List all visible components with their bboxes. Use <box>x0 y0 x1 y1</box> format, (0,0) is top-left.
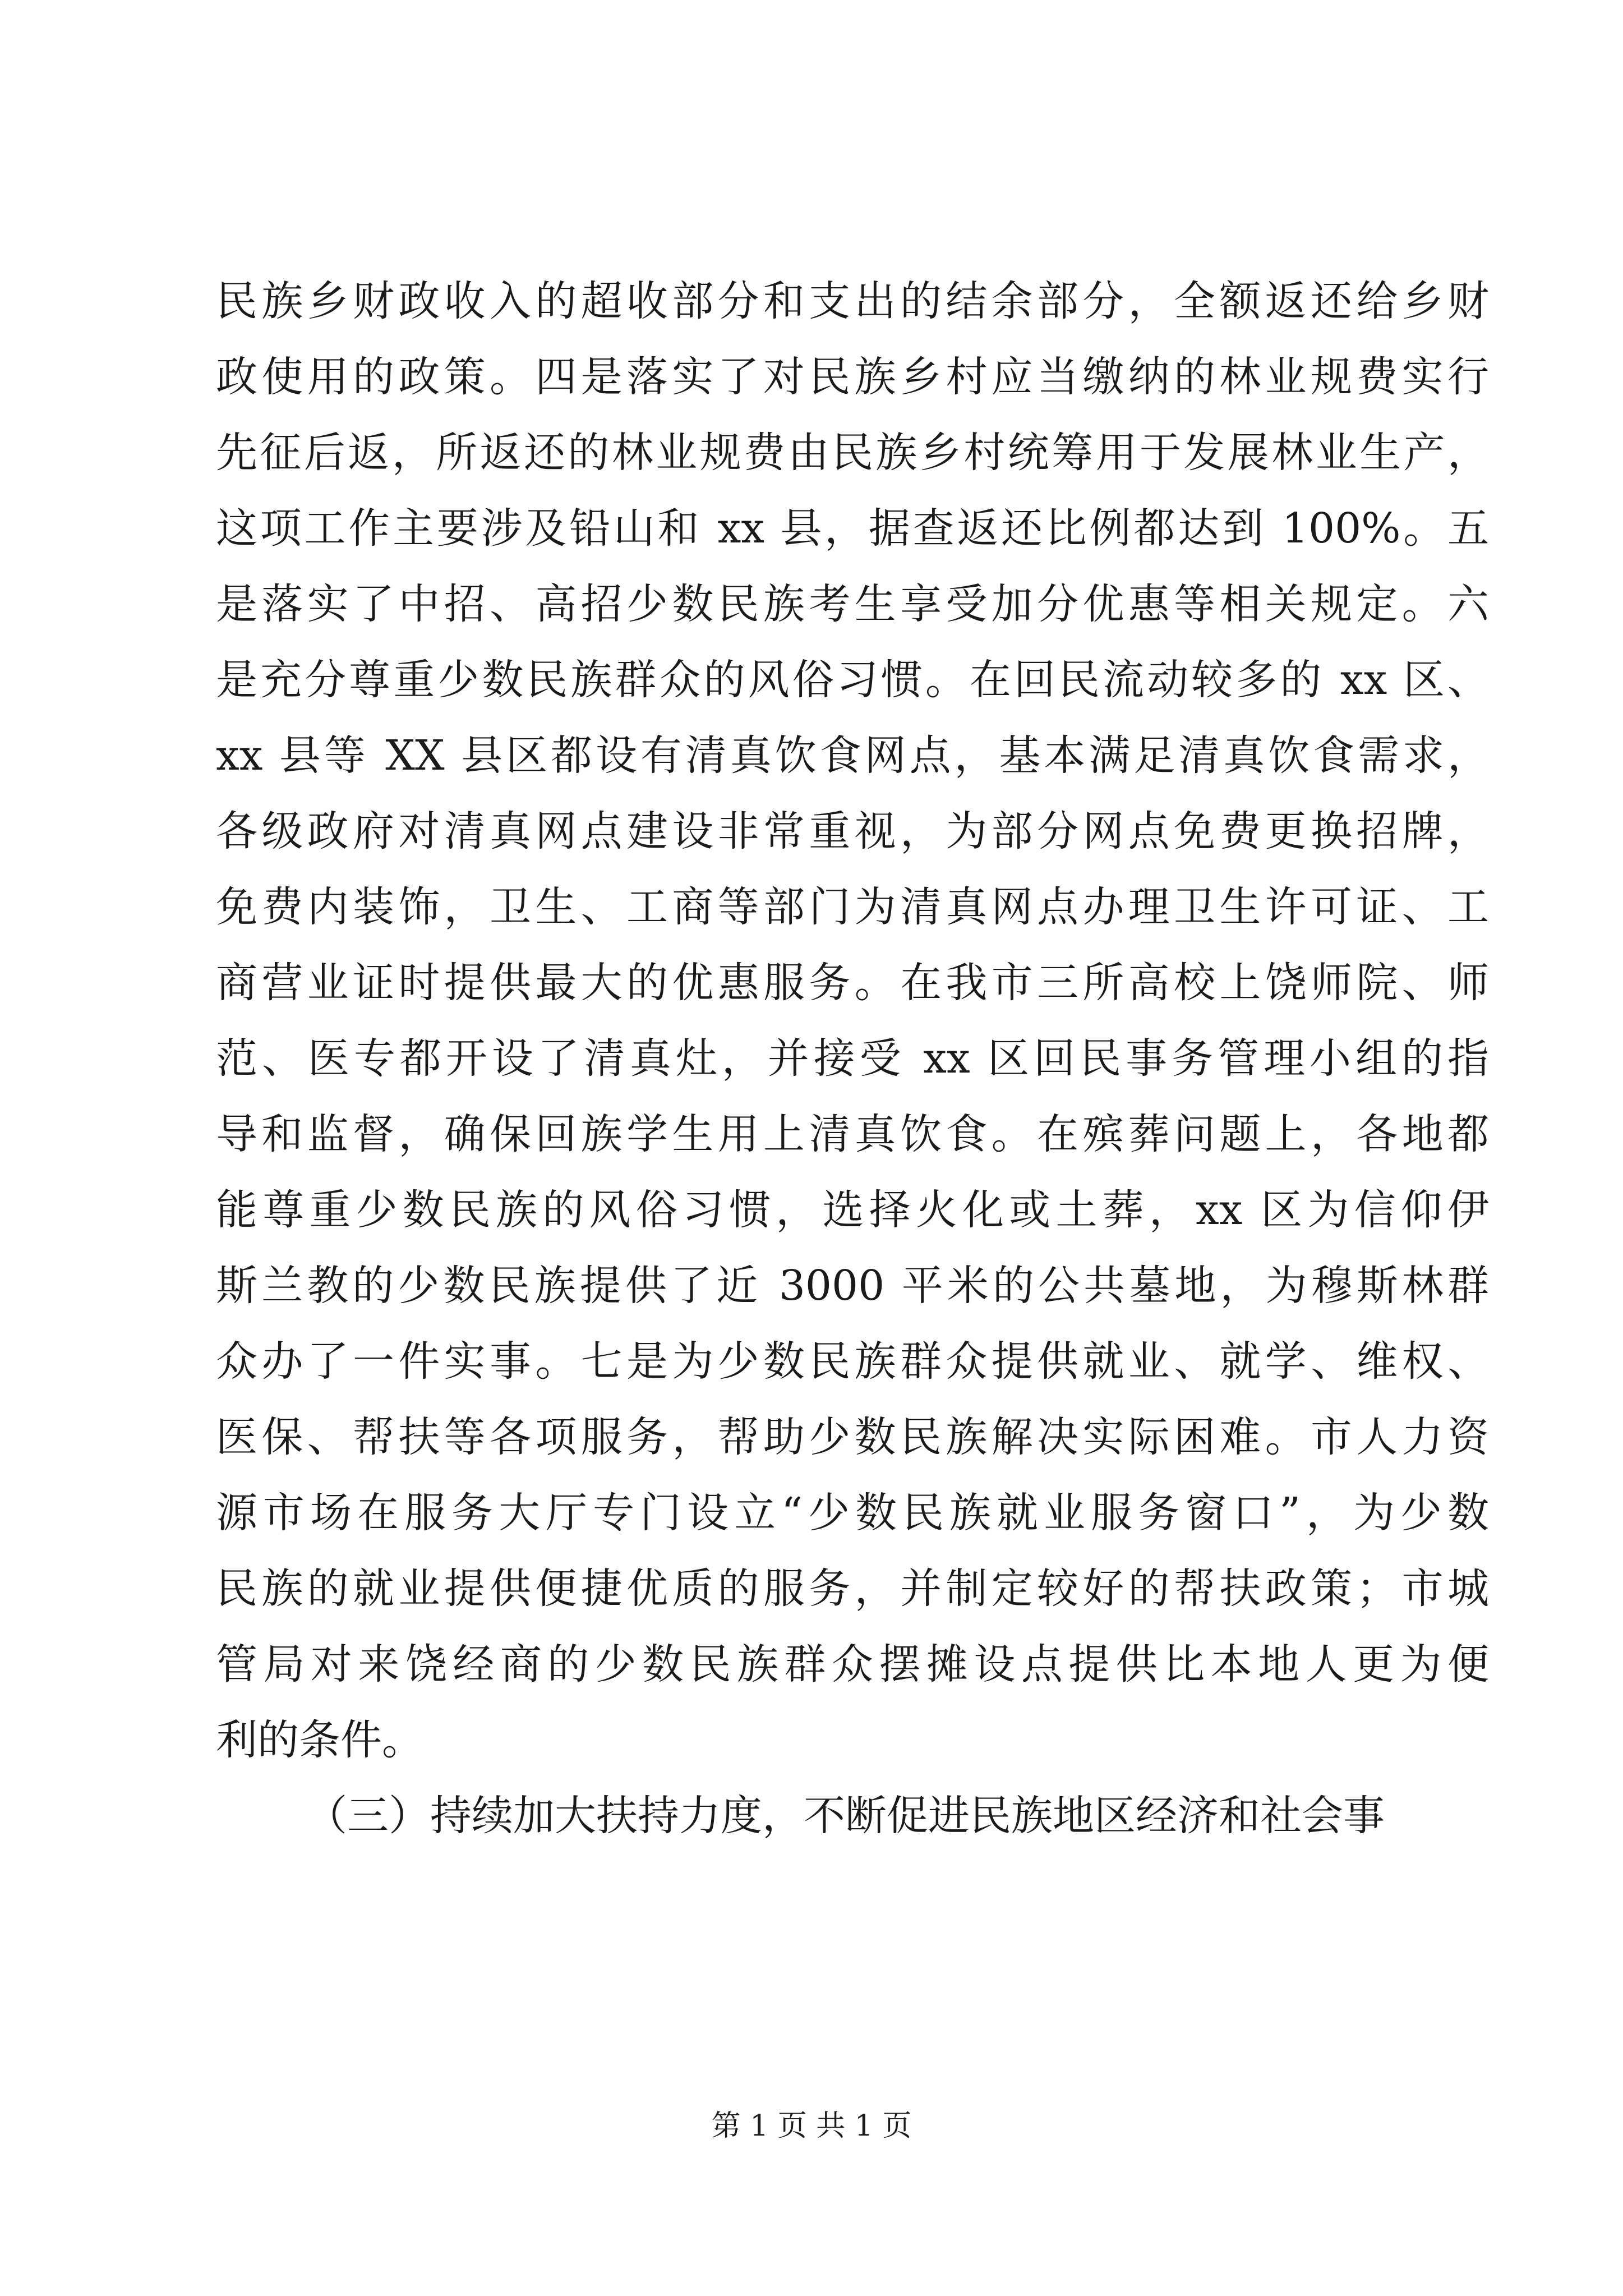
text-line: 能尊重少数民族的风俗习惯，选择火化或土葬，xx 区为信仰伊 <box>216 1186 1489 1234</box>
text-line: 利的条件。 <box>216 1716 423 1764</box>
text-line: 导和监督，确保回族学生用上清真饮食。在殡葬问题上，各地都 <box>216 1110 1489 1158</box>
text-line: 各级政府对清真网点建设非常重视，为部分网点免费更换招牌， <box>216 807 1489 855</box>
text-line: 免费内装饰，卫生、工商等部门为清真网点办理卫生许可证、工 <box>216 883 1489 931</box>
body-text <box>216 264 1489 1854</box>
text-line: 这项工作主要涉及铅山和 xx 县，据查返还比例都达到 100%。五 <box>216 504 1489 553</box>
page-footer: 第 1 页 共 1 页 <box>711 2109 912 2143</box>
text-line: 先征后返，所返还的林业规费由民族乡村统筹用于发展林业生产， <box>216 429 1489 477</box>
text-line: xx 县等 XX 县区都设有清真饮食网点，基本满足清真饮食需求， <box>216 731 1489 780</box>
text-line: 民族乡财政收入的超收部分和支出的结余部分，全额返还给乡财 <box>216 277 1489 325</box>
text-line: 是落实了中招、高招少数民族考生享受加分优惠等相关规定。六 <box>216 580 1489 628</box>
text-line: 是充分尊重少数民族群众的风俗习惯。在回民流动较多的 xx 区、 <box>216 656 1489 704</box>
text-line: 源市场在服务大厅专门设立“少数民族就业服务窗口”，为少数 <box>216 1489 1489 1537</box>
text-line: 斯兰教的少数民族提供了近 3000 平米的公共墓地，为穆斯林群 <box>216 1262 1489 1310</box>
text-line: 商营业证时提供最大的优惠服务。在我市三所高校上饶师院、师 <box>216 959 1489 1007</box>
text-line: 民族的就业提供便捷优质的服务，并制定较好的帮扶政策；市城 <box>216 1565 1489 1613</box>
text-line: 医保、帮扶等各项服务，帮助少数民族解决实际困难。市人力资 <box>216 1413 1489 1461</box>
text-line: 政使用的政策。四是落实了对民族乡村应当缴纳的林业规费实行 <box>216 353 1489 401</box>
section-heading-line: （三）持续加大扶持力度，不断促进民族地区经济和社会事 <box>306 1792 1385 1840</box>
text-line: 管局对来饶经商的少数民族群众摆摊设点提供比本地人更为便 <box>216 1640 1489 1688</box>
text-line: 范、医专都开设了清真灶，并接受 xx 区回民事务管理小组的指 <box>216 1034 1489 1083</box>
text-line: 众办了一件实事。七是为少数民族群众提供就业、就学、维权、 <box>216 1337 1489 1386</box>
